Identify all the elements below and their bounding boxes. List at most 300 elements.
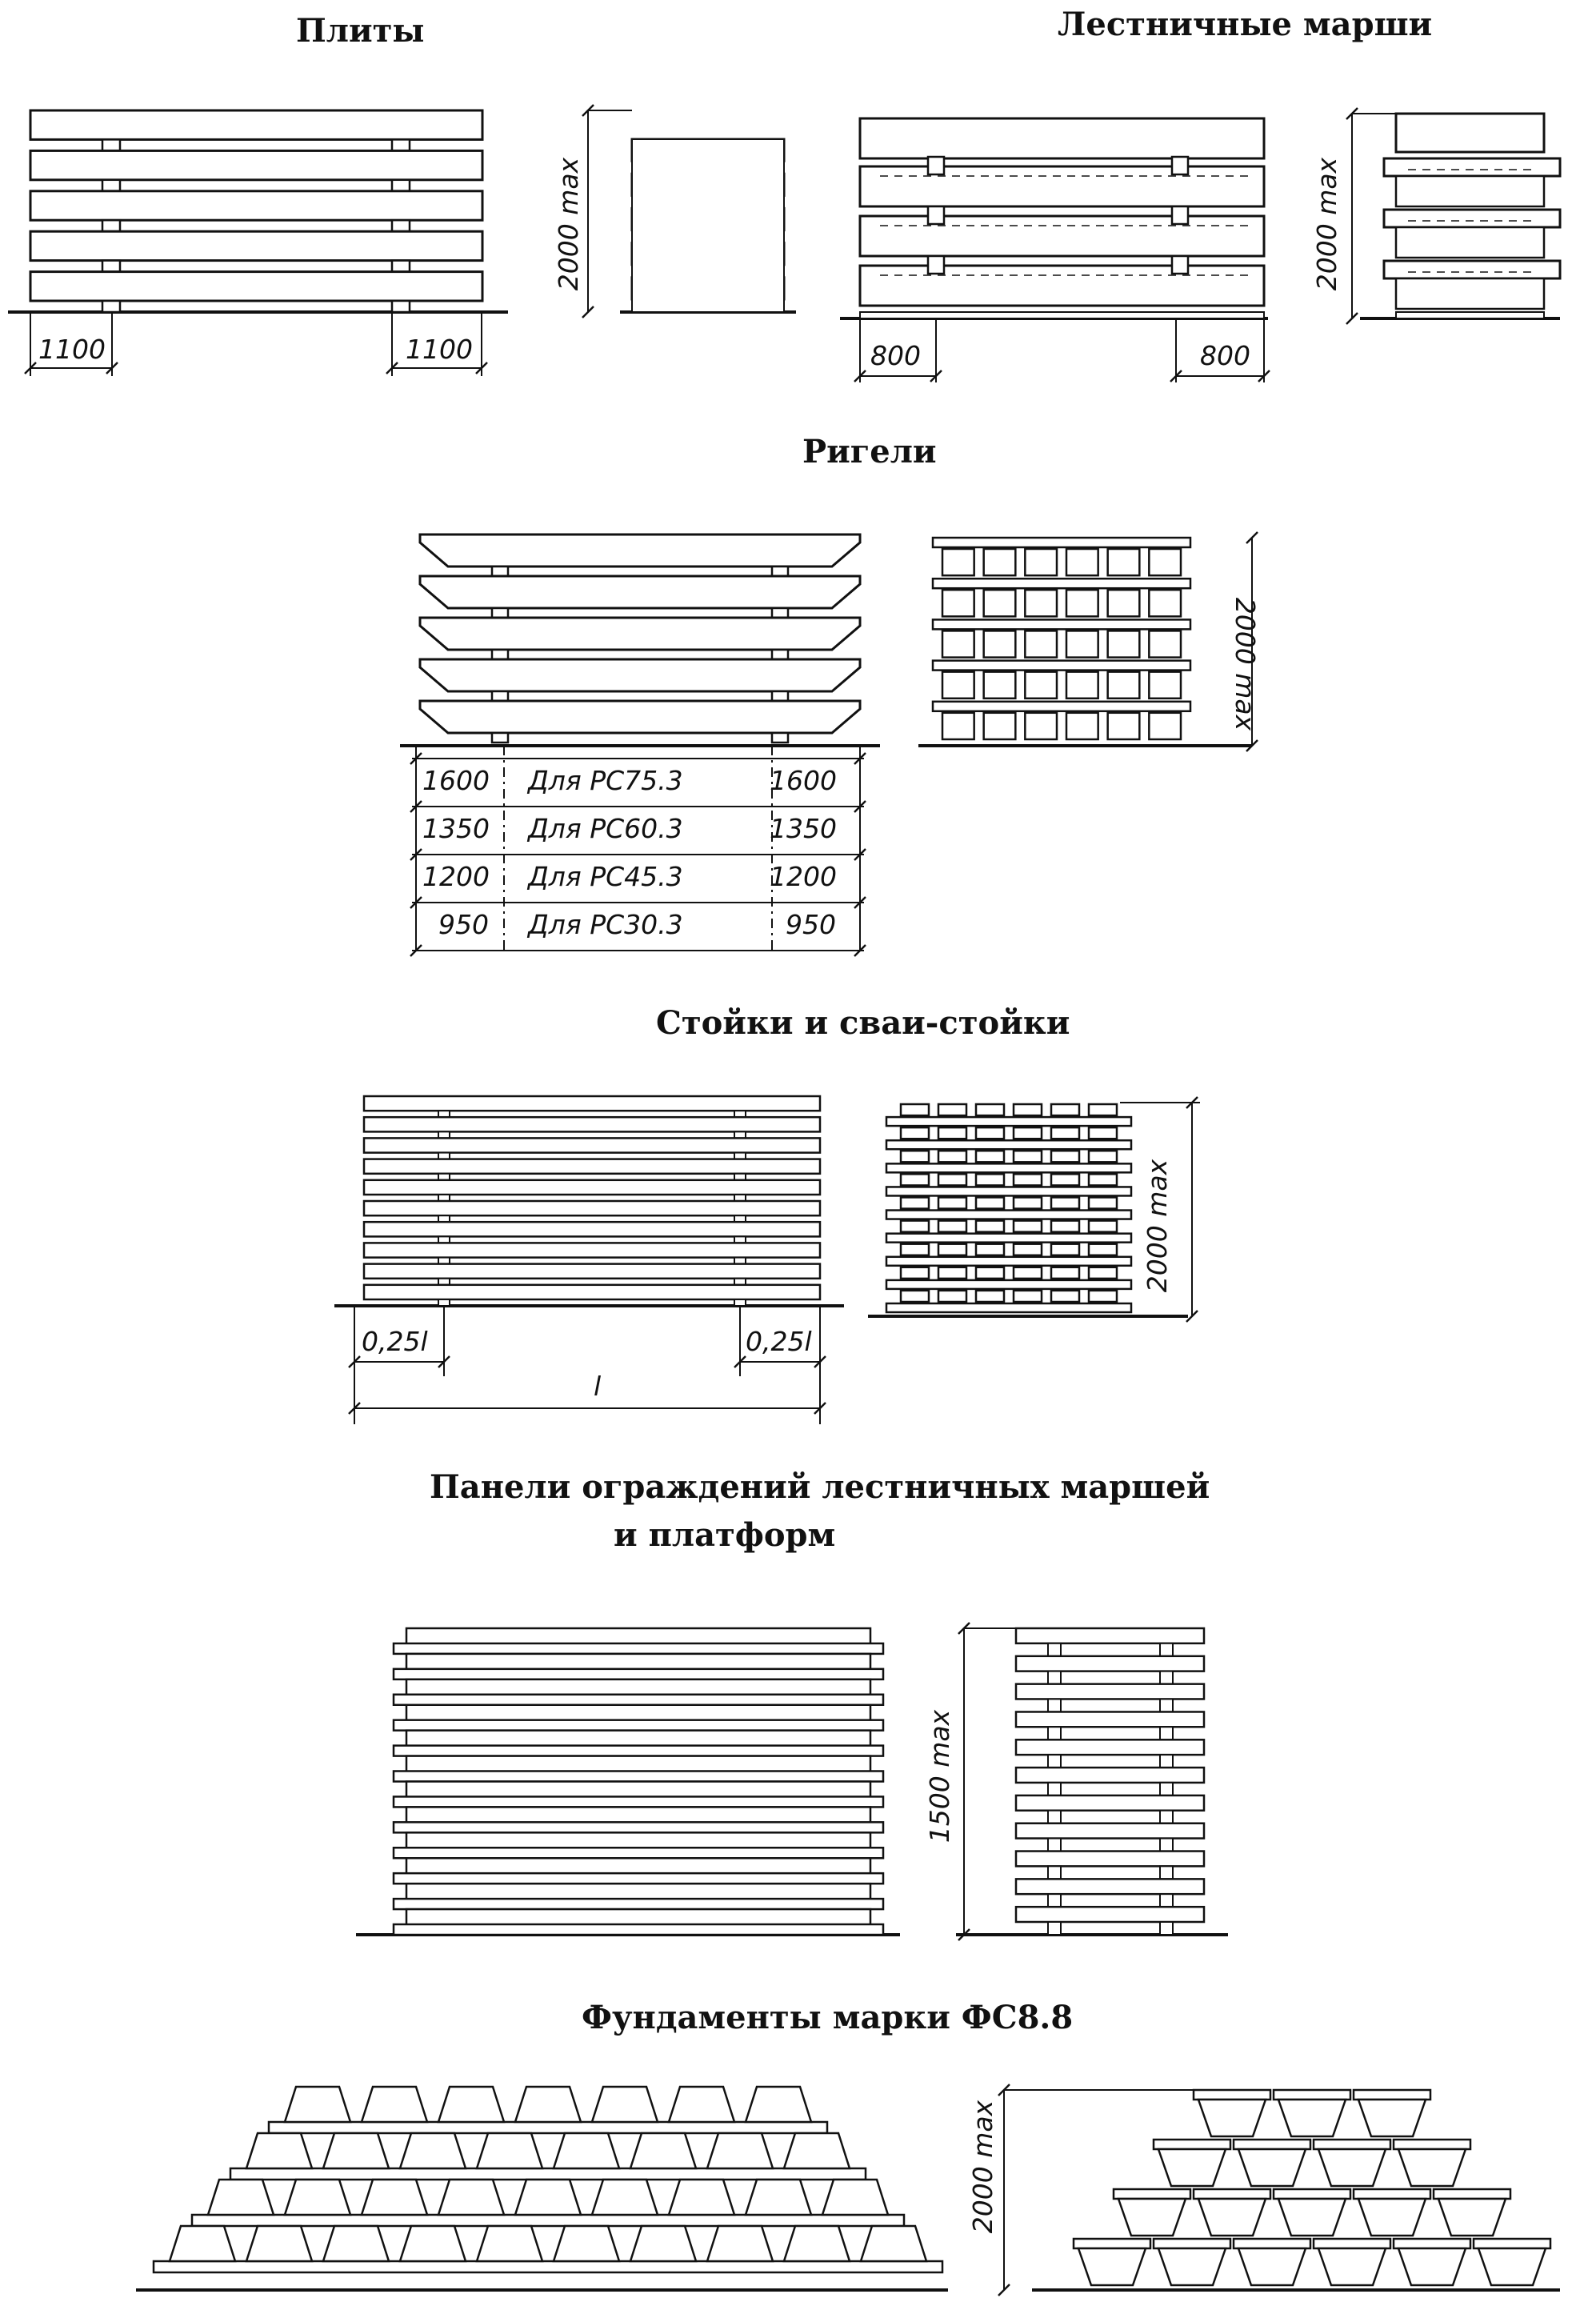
crossbar-end <box>1025 672 1057 699</box>
panel-spacer <box>1160 1811 1173 1824</box>
column-end <box>1089 1104 1117 1115</box>
fence-panel-end <box>1016 1796 1204 1811</box>
crossbar-spacer <box>772 691 788 701</box>
stair-end-body <box>1396 227 1544 258</box>
foundation-block <box>630 2133 696 2168</box>
column-end <box>901 1197 929 1208</box>
panel-spacer <box>1048 1727 1061 1740</box>
stair-end-body <box>1396 278 1544 309</box>
column-end <box>1014 1221 1042 1232</box>
stair-bottom-flight <box>860 312 1264 318</box>
column-end <box>938 1104 966 1115</box>
foundation-layer-base <box>192 2215 904 2226</box>
panels-height-label: 1500 max <box>924 1709 955 1844</box>
foundation-end-block <box>1398 2248 1466 2285</box>
fence-panel-shelf <box>394 1695 883 1705</box>
crossbar-end <box>1149 549 1181 575</box>
column <box>364 1138 820 1152</box>
fence-panel-end <box>1016 1684 1204 1699</box>
crossbar-row-4-right: 950 <box>786 909 836 940</box>
stair-end-tread <box>1384 158 1560 176</box>
slab <box>30 272 482 301</box>
column-end <box>1089 1244 1117 1255</box>
crossbar-end <box>1066 549 1098 575</box>
foundation-end-cap <box>1154 2140 1230 2149</box>
foundation-block <box>784 2133 850 2168</box>
foundation-end-block <box>1438 2199 1506 2236</box>
crossbar <box>420 534 860 566</box>
fence-panels-dimensions <box>924 1623 1016 1940</box>
fence-panel-end <box>1016 1824 1204 1839</box>
crossbar-end <box>942 590 974 616</box>
crossbar-spacer <box>772 566 788 576</box>
crossbar-end <box>1066 672 1098 699</box>
foundation-end-cap <box>1434 2189 1510 2199</box>
crossbar-end <box>1149 631 1181 657</box>
column-end <box>1089 1267 1117 1279</box>
crossbar-row-4-left: 950 <box>438 909 489 940</box>
foundation-block <box>515 2087 581 2122</box>
crossbars-side-stack <box>918 538 1252 746</box>
crossbar-side-layer <box>933 619 1190 629</box>
foundation-end-cap <box>1234 2140 1310 2149</box>
column-spacer <box>734 1299 746 1306</box>
column-end <box>976 1221 1004 1232</box>
foundation-end-cap <box>1394 2239 1470 2248</box>
column-end <box>1014 1197 1042 1208</box>
foundation-end-cap <box>1274 2090 1350 2100</box>
stair-spacer-left <box>928 157 944 174</box>
fence-panels-front-stack <box>356 1628 900 1935</box>
column-end <box>938 1127 966 1139</box>
column-end <box>1089 1174 1117 1185</box>
foundation-layer-base <box>230 2168 866 2180</box>
slabs-spacer-left-label: 1100 <box>38 334 106 365</box>
spacer-right <box>392 261 410 272</box>
title-stair-flights: Лестничные марши <box>1058 6 1433 43</box>
stair-end-body <box>1396 176 1544 206</box>
crossbar-spacer <box>772 733 788 743</box>
crossbar-end <box>1066 631 1098 657</box>
crossbar-row-3-label: Для РС45.3 <box>528 861 683 892</box>
column-end <box>1089 1127 1117 1139</box>
spacer-right <box>392 180 410 191</box>
column-end <box>1014 1174 1042 1185</box>
column-side-layer <box>886 1234 1131 1243</box>
crossbars-placement-table <box>410 746 866 956</box>
foundation-block <box>170 2226 235 2261</box>
columns-length-label: l <box>594 1371 602 1402</box>
column-end <box>1014 1244 1042 1255</box>
crossbars-height-label: 2000 max <box>1230 597 1261 731</box>
foundation-block <box>438 2087 504 2122</box>
spacer-right <box>392 139 410 150</box>
panel-spacer <box>1160 1783 1173 1796</box>
title-fence-panels-line2: и платформ <box>614 1516 836 1554</box>
foundation-end-block <box>1278 2100 1346 2136</box>
foundation-end-cap <box>1314 2239 1390 2248</box>
crossbars-front-stack <box>400 534 880 746</box>
foundation-block <box>362 2180 427 2215</box>
column <box>364 1285 820 1299</box>
column-side-layer <box>886 1280 1131 1289</box>
crossbar-spacer <box>492 650 508 659</box>
crossbar-end <box>1108 590 1140 616</box>
crossbar-end <box>1108 549 1140 575</box>
fence-panel-shelf <box>394 1643 883 1654</box>
stair-spacer-right <box>1172 157 1188 174</box>
crossbar-end <box>942 631 974 657</box>
panel-spacer <box>1160 1755 1173 1768</box>
spacer-left <box>102 261 120 272</box>
stair-spacer-right <box>1172 206 1188 224</box>
title-foundations: Фундаменты марки ФС8.8 <box>582 1999 1074 2036</box>
fence-panel-end <box>1016 1656 1204 1671</box>
fence-panels-side-stack <box>956 1628 1228 1935</box>
panel-spacer <box>1160 1643 1173 1656</box>
stairs-spacer-right-label: 800 <box>1200 340 1250 371</box>
column-side-layer <box>886 1211 1131 1219</box>
crossbar-end <box>1149 672 1181 699</box>
fence-panel-shelf <box>394 1746 883 1756</box>
title-slabs: Плиты <box>296 12 425 50</box>
fence-panel-shelf <box>394 1772 883 1782</box>
stairs-spacer-left-label: 800 <box>870 340 921 371</box>
panel-spacer <box>1160 1922 1173 1935</box>
crossbar-row-1-left: 1600 <box>422 765 490 796</box>
crossbar-row-1-label: Для РС75.3 <box>528 765 683 796</box>
crossbar-side-layer <box>933 702 1190 711</box>
panel-spacer <box>1048 1699 1061 1711</box>
column <box>364 1159 820 1174</box>
foundation-end-block <box>1158 2149 1226 2186</box>
column-end <box>901 1174 929 1185</box>
fence-panel-end <box>1016 1740 1204 1755</box>
foundation-end-block <box>1478 2248 1546 2285</box>
column-end <box>901 1104 929 1115</box>
foundation-block <box>669 2087 734 2122</box>
foundation-end-cap <box>1154 2239 1230 2248</box>
title-columns: Стойки и сваи-стойки <box>656 1004 1070 1042</box>
panel-spacer <box>1048 1922 1061 1935</box>
foundation-block <box>707 2133 773 2168</box>
fence-panel-shelf <box>394 1822 883 1832</box>
foundation-end-cap <box>1074 2239 1150 2248</box>
column-end <box>1051 1221 1079 1232</box>
foundation-end-block <box>1358 2100 1426 2136</box>
column-end <box>1014 1151 1042 1162</box>
title-crossbars: Ригели <box>802 433 937 470</box>
column-end <box>1014 1267 1042 1279</box>
column-end <box>1051 1197 1079 1208</box>
foundation-end-cap <box>1354 2090 1430 2100</box>
column-end <box>901 1244 929 1255</box>
column-end <box>1089 1221 1117 1232</box>
fence-panel-shelf <box>394 1669 883 1679</box>
crossbar-row-1-right: 1600 <box>770 765 837 796</box>
crossbar-end <box>1025 590 1057 616</box>
slab <box>30 150 482 179</box>
fence-panel-end <box>1016 1852 1204 1867</box>
foundation-layer-base <box>154 2261 942 2272</box>
foundation-end-cap <box>1194 2090 1270 2100</box>
fence-panel-end <box>1016 1711 1204 1727</box>
column <box>364 1201 820 1215</box>
crossbar-end <box>984 631 1016 657</box>
foundations-front-stack <box>136 2087 948 2290</box>
crossbar-end <box>1025 631 1057 657</box>
columns-height-label: 2000 max <box>1142 1159 1173 1293</box>
foundation-block <box>746 2180 811 2215</box>
crossbar-row-2-right: 1350 <box>770 813 837 844</box>
crossbar <box>420 659 860 691</box>
stair-end-tread <box>1384 210 1560 227</box>
foundation-block <box>861 2226 926 2261</box>
panel-spacer <box>1048 1783 1061 1796</box>
crossbar-end <box>984 549 1016 575</box>
crossbar-row-4-label: Для РС30.3 <box>528 909 683 940</box>
panel-spacer <box>1160 1671 1173 1684</box>
crossbar-side-layer <box>933 538 1190 547</box>
crossbar <box>420 618 860 650</box>
column-end <box>976 1127 1004 1139</box>
foundation-layer-base <box>269 2122 827 2133</box>
column-end <box>1051 1291 1079 1302</box>
column-end <box>901 1267 929 1279</box>
slabs-height-label: 2000 max <box>553 157 584 291</box>
stair-end-bottom <box>1396 312 1544 318</box>
foundation-block <box>784 2226 850 2261</box>
crossbar-end <box>984 672 1016 699</box>
slabs-spacer-right-label: 1100 <box>406 334 473 365</box>
stair-flight-top <box>860 118 1264 158</box>
crossbar-spacer <box>772 650 788 659</box>
column-end <box>976 1267 1004 1279</box>
column-end <box>976 1197 1004 1208</box>
foundation-end-cap <box>1474 2239 1550 2248</box>
column <box>364 1264 820 1279</box>
foundation-block <box>208 2180 274 2215</box>
crossbar <box>420 701 860 733</box>
column-end <box>1089 1291 1117 1302</box>
crossbar-spacer <box>492 691 508 701</box>
column-end <box>976 1174 1004 1185</box>
crossbar-side-layer <box>933 661 1190 671</box>
column <box>364 1096 820 1111</box>
column-side-layer <box>886 1257 1131 1266</box>
column-end <box>976 1104 1004 1115</box>
foundation-end-block <box>1078 2248 1146 2285</box>
column-side-layer <box>886 1163 1131 1172</box>
column-end <box>1051 1127 1079 1139</box>
crossbar-end <box>1108 631 1140 657</box>
panel-spacer <box>1160 1699 1173 1711</box>
foundation-block <box>554 2133 619 2168</box>
crossbar-end <box>942 549 974 575</box>
column-end <box>1014 1291 1042 1302</box>
column-end <box>901 1151 929 1162</box>
spacer-left <box>102 180 120 191</box>
crossbar-side-layer <box>933 579 1190 588</box>
panel-spacer <box>1048 1643 1061 1656</box>
column-spacer <box>438 1299 450 1306</box>
fence-panel-shelf <box>394 1873 883 1884</box>
crossbars-dimensions <box>1230 532 1261 751</box>
foundation-block <box>246 2226 312 2261</box>
stair-flights-front-stack <box>840 118 1268 318</box>
column-side-layer <box>886 1117 1131 1126</box>
column-end <box>976 1291 1004 1302</box>
crossbar-end <box>1149 713 1181 739</box>
foundation-end-block <box>1238 2248 1306 2285</box>
column-end <box>938 1291 966 1302</box>
fence-panel-shelf <box>394 1924 883 1935</box>
column-end <box>901 1127 929 1139</box>
foundation-block <box>554 2226 619 2261</box>
slabs-side-stack <box>620 139 796 312</box>
columns-side-stack <box>868 1104 1188 1316</box>
slabs-front-stack <box>8 110 508 312</box>
foundation-end-block <box>1318 2248 1386 2285</box>
column-end <box>1051 1151 1079 1162</box>
crossbar-end <box>1066 590 1098 616</box>
foundation-block <box>323 2226 389 2261</box>
crossbar-spacer <box>492 566 508 576</box>
column-end <box>938 1151 966 1162</box>
foundation-block <box>400 2226 466 2261</box>
crossbar-spacer <box>492 733 508 743</box>
stair-spacer-right <box>1172 256 1188 274</box>
foundation-end-cap <box>1354 2189 1430 2199</box>
foundation-end-block <box>1118 2199 1186 2236</box>
stair-flight <box>860 166 1264 206</box>
crossbar-row-3-left: 1200 <box>422 861 490 892</box>
column <box>364 1222 820 1236</box>
column-side-layer <box>886 1187 1131 1195</box>
columns-front-stack <box>334 1096 844 1306</box>
spacer-right <box>392 220 410 231</box>
panel-spacer <box>1048 1671 1061 1684</box>
crossbar-row-2-label: Для РС60.3 <box>528 813 683 844</box>
title-fence-panels-line1: Панели ограждений лестничных маршей <box>430 1468 1210 1506</box>
crossbar-end <box>1108 713 1140 739</box>
foundation-end-block <box>1198 2199 1266 2236</box>
column-end <box>938 1174 966 1185</box>
foundation-block <box>669 2180 734 2215</box>
column <box>364 1180 820 1195</box>
panel-spacer <box>1160 1727 1173 1740</box>
column <box>364 1243 820 1257</box>
crossbar-row-2-left: 1350 <box>422 813 490 844</box>
fence-panel-shelf <box>394 1720 883 1731</box>
foundation-block <box>438 2180 504 2215</box>
panel-spacer <box>1048 1894 1061 1907</box>
foundation-end-cap <box>1274 2189 1350 2199</box>
column-end <box>1014 1127 1042 1139</box>
foundation-block <box>822 2180 888 2215</box>
foundation-end-block <box>1198 2100 1266 2136</box>
panel-spacer <box>1160 1839 1173 1852</box>
column-end <box>901 1291 929 1302</box>
foundation-block <box>707 2226 773 2261</box>
foundation-block <box>362 2087 427 2122</box>
panel-spacer <box>1048 1755 1061 1768</box>
foundation-block <box>323 2133 389 2168</box>
foundation-end-block <box>1318 2149 1386 2186</box>
stair-flights-side-stack <box>1360 114 1560 318</box>
crossbar-end <box>984 590 1016 616</box>
crossbar-row-3-right: 1200 <box>770 861 837 892</box>
foundation-block <box>592 2087 658 2122</box>
slab <box>30 191 482 220</box>
stairs-height-label: 2000 max <box>1311 157 1342 291</box>
slab-side-outline <box>632 139 784 312</box>
crossbar <box>420 576 860 608</box>
foundation-end-cap <box>1114 2189 1190 2199</box>
foundation-end-block <box>1238 2149 1306 2186</box>
foundation-end-cap <box>1234 2239 1310 2248</box>
crossbar-end <box>1108 672 1140 699</box>
foundation-end-block <box>1278 2199 1346 2236</box>
column-end <box>938 1197 966 1208</box>
column <box>364 1117 820 1131</box>
crossbar-spacer <box>492 608 508 618</box>
foundation-end-cap <box>1314 2140 1390 2149</box>
crossbar-end <box>1149 590 1181 616</box>
slab <box>30 110 482 139</box>
crossbar-end <box>984 713 1016 739</box>
stair-flight <box>860 266 1264 306</box>
foundation-end-cap <box>1194 2189 1270 2199</box>
column-end <box>976 1244 1004 1255</box>
fence-panel-end <box>1016 1628 1204 1643</box>
foundation-block <box>477 2133 542 2168</box>
foundation-end-block <box>1358 2199 1426 2236</box>
stair-spacer-left <box>928 256 944 274</box>
stair-end-tread <box>1384 261 1560 278</box>
fence-panel-end <box>1016 1907 1204 1922</box>
foundation-end-block <box>1158 2248 1226 2285</box>
column-end <box>1051 1267 1079 1279</box>
foundation-block <box>477 2226 542 2261</box>
column-end <box>1051 1244 1079 1255</box>
column-end <box>1089 1197 1117 1208</box>
panel-spacer <box>1048 1839 1061 1852</box>
foundation-block <box>400 2133 466 2168</box>
column-end <box>938 1267 966 1279</box>
foundations-height-label: 2000 max <box>967 2100 998 2234</box>
column-end <box>938 1244 966 1255</box>
fence-panel-end <box>1016 1879 1204 1894</box>
stair-end-top <box>1396 114 1544 152</box>
spacer-left <box>102 139 120 150</box>
foundation-end-block <box>1398 2149 1466 2186</box>
fence-panel-shelf <box>394 1848 883 1858</box>
spacer-left <box>102 301 120 312</box>
column-end <box>938 1221 966 1232</box>
column-end <box>1014 1104 1042 1115</box>
column-end <box>976 1151 1004 1162</box>
column-side-layer <box>886 1303 1131 1312</box>
panel-spacer <box>1048 1811 1061 1824</box>
columns-spacer-left-label: 0,25l <box>362 1326 428 1357</box>
crossbar-end <box>942 672 974 699</box>
foundation-block <box>630 2226 696 2261</box>
columns-spacer-right-label: 0,25l <box>746 1326 812 1357</box>
foundation-block <box>285 2180 350 2215</box>
crossbar-end <box>1066 713 1098 739</box>
slab <box>30 231 482 260</box>
